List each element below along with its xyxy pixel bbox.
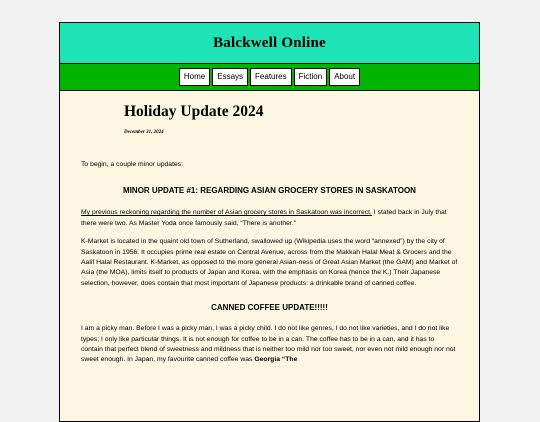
paragraph-k-market: K-Market is located in the quaint old town of Sutherland, swallowed up (Wikipedia uses the word “annexed”) by the city of Saskatoon in 1956. It occupies prime real estate on Central Avenue, across from the Makkah Halal Meat & Grocers and the Aalif Halal Restaurant. K-Market, as opposed to the more general Asian-ness of Great Asian Market (the GAM) and Market of Asia (the MOA), limits itself to products of Japan and Korea, with the emphasis on Korea (hence the K.) Their Japanese selection, however, does contain that most important of Japanese products: a drinkable brand of canned coffee. xyxy=(81,238,458,287)
article-date: December 31, 2024 xyxy=(124,130,164,135)
nav-essays-button[interactable]: Essays xyxy=(212,68,248,86)
paragraph-picky-man xyxy=(81,324,458,366)
section-heading-grocery: MINOR UPDATE #1: REGARDING ASIAN GROCERY STORES IN SASKATOON xyxy=(123,186,416,196)
page-frame xyxy=(59,22,480,422)
article-title: Holiday Update 2024 xyxy=(124,103,264,120)
nav-about-button[interactable]: About xyxy=(329,68,360,86)
site-title[interactable]: Balckwell Online xyxy=(213,34,326,51)
previous-reckoning-link[interactable]: My previous reckoning regarding the number of Asian grocery stores in Saskatoon was incorrect. xyxy=(81,209,372,217)
paragraph-grocery-correction-text: I stated back in July that there were two. As Master Yoda once famously said, “There is another.” xyxy=(81,209,447,227)
nav-home-button[interactable]: Home xyxy=(179,68,210,86)
paragraph-picky-man-text: I am a picky man. Before I was a picky man, I was a picky child. I do not like genres, I do not like varieties, and I do not like types; I only like particular things. It is not enough for coffee to be in a can. The coffee has to be in a can, and it has to contain that perfect blend of sweetness and mildness that is neither too mild nor too sweet, nor even not mild enough nor not sweet enough. In Japan, my favourite canned coffee was xyxy=(81,325,456,364)
nav-fiction-button[interactable]: Fiction xyxy=(294,68,328,86)
intro-paragraph: To begin, a couple minor updates: xyxy=(81,161,184,168)
section-heading-coffee: CANNED COFFEE UPDATE!!!!! xyxy=(211,303,328,313)
paragraph-grocery-correction xyxy=(81,208,458,229)
nav-bar xyxy=(60,64,479,91)
coffee-brand-name: Georgia “The xyxy=(254,356,298,364)
article-body xyxy=(60,103,479,366)
nav-features-button[interactable]: Features xyxy=(250,68,292,86)
site-header xyxy=(60,23,479,64)
